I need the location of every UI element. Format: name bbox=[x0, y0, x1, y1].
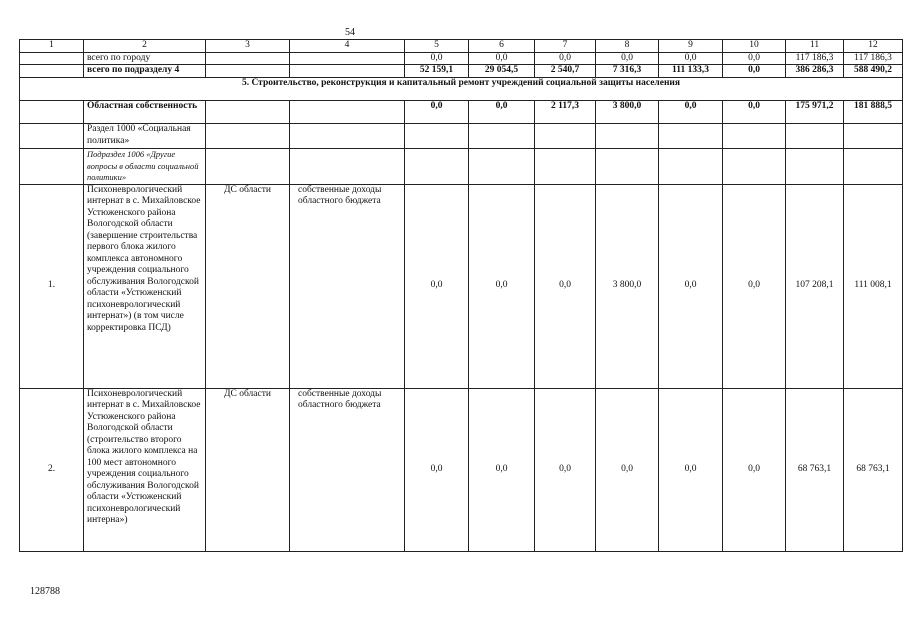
cell-value: 7 316,3 bbox=[596, 65, 659, 78]
cell-value: 68 763,1 bbox=[844, 388, 903, 551]
page-number: 54 bbox=[345, 27, 355, 38]
cell-value: 111 133,3 bbox=[659, 65, 723, 78]
budget-table bbox=[19, 39, 903, 552]
cell-value: 0,0 bbox=[723, 388, 786, 551]
cell-value: 0,0 bbox=[405, 101, 469, 124]
section-heading-row bbox=[20, 78, 903, 101]
table-row-item bbox=[20, 184, 903, 388]
item-number: 2. bbox=[20, 388, 84, 551]
item-funding-source: собственные доходы областного бюджета bbox=[290, 184, 405, 388]
section-title: 5. Строительство, реконструкция и капитальный ремонт учреждений социальной защиты населения bbox=[20, 78, 903, 101]
cell-value: 2 117,3 bbox=[535, 101, 596, 124]
col-header: 6 bbox=[469, 40, 535, 53]
cell-value: 0,0 bbox=[659, 52, 723, 65]
cell-value: 0,0 bbox=[596, 52, 659, 65]
cell-value: 0,0 bbox=[535, 388, 596, 551]
cell-value: 0,0 bbox=[723, 101, 786, 124]
item-funding-source: собственные доходы областного бюджета bbox=[290, 388, 405, 551]
col-header: 2 bbox=[84, 40, 206, 53]
cell-value: 0,0 bbox=[469, 101, 535, 124]
table-row-city-total bbox=[20, 52, 903, 65]
cell-value: 0,0 bbox=[535, 52, 596, 65]
item-name: Психоневрологический интернат в с. Михайловское Устюженского района Вологодской области (строительство второго блока жилого комплекса на 100 мест автономного учреждения социального обслуживания Вологодской области «Устюженский психоневрологический интерна») bbox=[84, 388, 206, 551]
cell-value: 2 540,7 bbox=[535, 65, 596, 78]
col-header: 11 bbox=[786, 40, 844, 53]
cell-value: 175 971,2 bbox=[786, 101, 844, 124]
cell-value: 68 763,1 bbox=[786, 388, 844, 551]
col-header: 9 bbox=[659, 40, 723, 53]
col-header: 1 bbox=[20, 40, 84, 53]
cell-value: 0,0 bbox=[596, 388, 659, 551]
cell-value: 0,0 bbox=[405, 52, 469, 65]
cell-value: 0,0 bbox=[405, 388, 469, 551]
cell-value: 0,0 bbox=[723, 52, 786, 65]
table-row-subsection-1006 bbox=[20, 149, 903, 185]
col-header: 10 bbox=[723, 40, 786, 53]
cell-value: 29 054,5 bbox=[469, 65, 535, 78]
document-id: 128788 bbox=[30, 586, 60, 597]
col-header: 12 bbox=[844, 40, 903, 53]
header-row bbox=[20, 40, 903, 53]
cell-value: 107 208,1 bbox=[786, 184, 844, 388]
col-header: 3 bbox=[206, 40, 290, 53]
table-row-item bbox=[20, 388, 903, 551]
cell-value: 0,0 bbox=[659, 101, 723, 124]
item-customer: ДС области bbox=[206, 388, 290, 551]
cell-value: 0,0 bbox=[723, 65, 786, 78]
section-1000-label: Раздел 1000 «Социальная политика» bbox=[84, 124, 206, 149]
row-label: Областная собственность bbox=[84, 101, 206, 124]
cell-value: 117 186,3 bbox=[844, 52, 903, 65]
cell-value: 111 008,1 bbox=[844, 184, 903, 388]
cell-value: 3 800,0 bbox=[596, 184, 659, 388]
cell-value: 0,0 bbox=[405, 184, 469, 388]
cell-value: 117 186,3 bbox=[786, 52, 844, 65]
cell-value: 181 888,5 bbox=[844, 101, 903, 124]
cell-value: 588 490,2 bbox=[844, 65, 903, 78]
cell-value: 0,0 bbox=[659, 388, 723, 551]
table-row-subsection-total bbox=[20, 65, 903, 78]
cell-value: 0,0 bbox=[535, 184, 596, 388]
col-header: 4 bbox=[290, 40, 405, 53]
cell-value: 0,0 bbox=[723, 184, 786, 388]
col-header: 8 bbox=[596, 40, 659, 53]
item-customer: ДС области bbox=[206, 184, 290, 388]
item-name: Психоневрологический интернат в с. Михайловское Устюженского района Вологодской области (завершение строительства первого блока жилого комплекса автономного учреждения социального обслуживания Вологодской области «Устюженский психоневрологический интернат») (в том числе корректировка ПСД) bbox=[84, 184, 206, 388]
row-label: всего по подразделу 4 bbox=[84, 65, 206, 78]
cell-value: 0,0 bbox=[469, 388, 535, 551]
cell-value: 0,0 bbox=[469, 52, 535, 65]
cell-value: 0,0 bbox=[469, 184, 535, 388]
cell-value: 3 800,0 bbox=[596, 101, 659, 124]
cell-value: 0,0 bbox=[659, 184, 723, 388]
item-number: 1. bbox=[20, 184, 84, 388]
table-row-section-1000 bbox=[20, 124, 903, 149]
row-label: всего по городу bbox=[84, 52, 206, 65]
cell-value: 52 159,1 bbox=[405, 65, 469, 78]
col-header: 5 bbox=[405, 40, 469, 53]
cell-value: 386 286,3 bbox=[786, 65, 844, 78]
table-row-regional-property bbox=[20, 101, 903, 124]
subsection-1006-label: Подраздел 1006 «Другие вопросы в области социальной политики» bbox=[84, 149, 206, 185]
col-header: 7 bbox=[535, 40, 596, 53]
